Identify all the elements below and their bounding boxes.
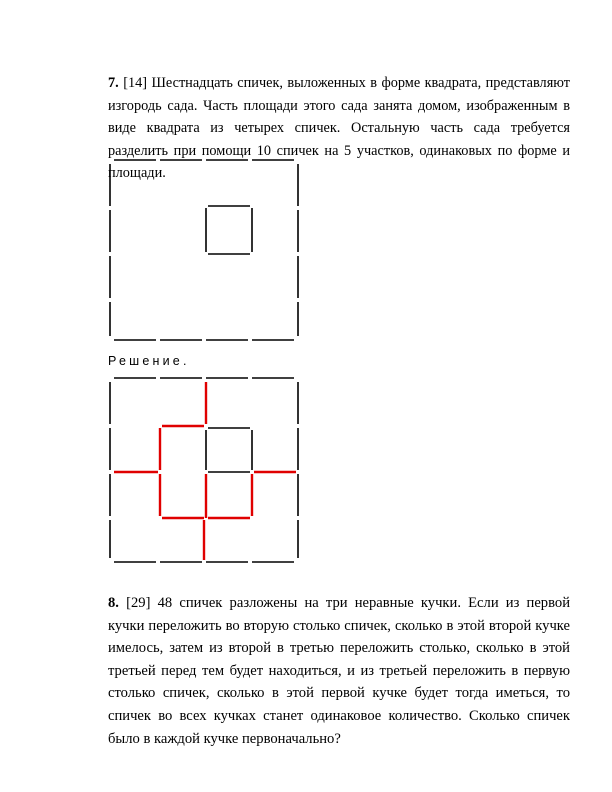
problem-8-text: 48 спичек разложены на три неравные кучки. Если из первой кучки переложить во вторую столько спичек, сколько в этой второй кучке имелось, затем из второй в третью переложить столько, сколько в этой третьей перед тем будет находиться, и из третьей переложить в первую столько спичек, сколько в этой первой кучке будет тогда иметься, то спичек во всех кучках станет одинаковое количество. Сколько спичек было в каждой кучке первоначально? [108, 595, 571, 747]
solution-matches [114, 382, 296, 560]
problem-7-points: [14] [123, 75, 148, 91]
problem-8-number: 8. [108, 595, 119, 611]
problem-8-points: [29] [126, 595, 151, 611]
problem-8 [108, 592, 570, 750]
problem-7-text: Шестнадцать спичек, выложенных в форме квадрата, представляют изгородь сада. Часть площади этого сада занята домом, изображенным в виде квадрата из четырех спичек. Остальную часть сада требуется разделить при помощи 10 спичек на 5 участков, одинаковых по форме и площади. [108, 75, 571, 181]
solution-label: Решение. [108, 354, 190, 368]
solution-figure [100, 370, 310, 570]
problem-7-number: 7. [108, 75, 119, 91]
garden-figure [100, 152, 310, 347]
